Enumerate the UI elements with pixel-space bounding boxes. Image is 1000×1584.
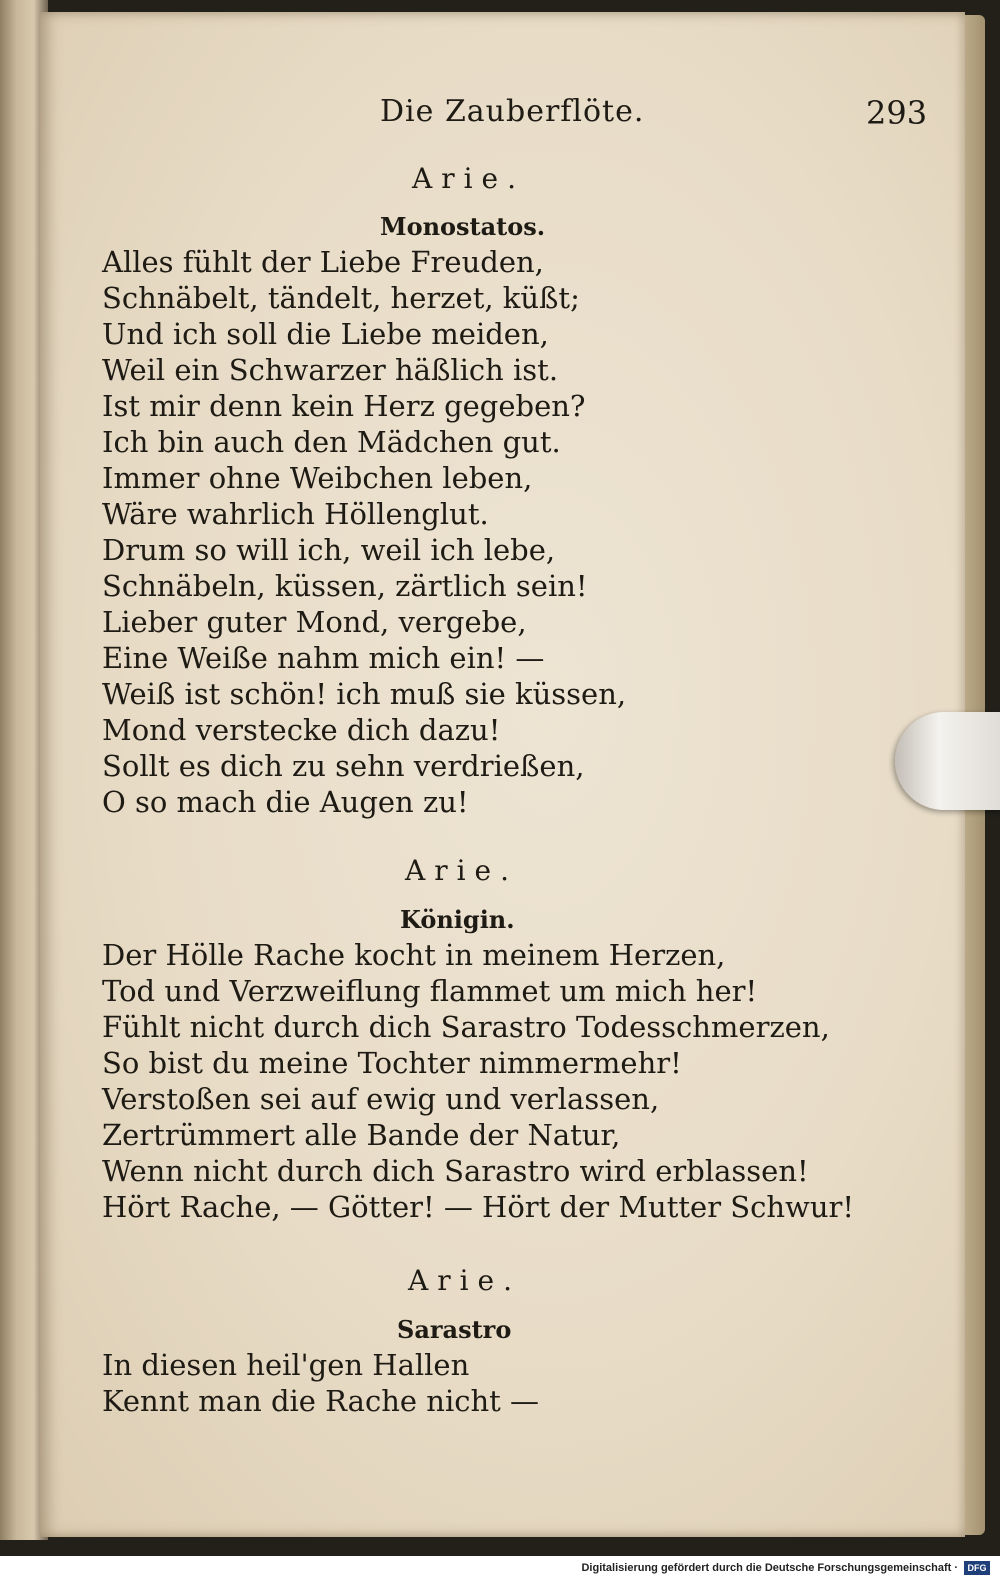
verse-line: In diesen heil'gen Hallen <box>102 1348 470 1382</box>
dfg-logo: DFG <box>964 1561 990 1575</box>
verse-line: Zertrümmert alle Bande der Natur, <box>102 1118 621 1152</box>
verse-line: Wenn nicht durch dich Sarastro wird erblassen! <box>102 1154 809 1188</box>
verse-line: Weiß ist schön! ich muß sie küssen, <box>102 677 627 711</box>
verse-line: Mond verstecke dich dazu! <box>102 713 501 747</box>
verse-line: Ich bin auch den Mädchen gut. <box>102 425 561 459</box>
verse-line: Sollt es dich zu sehn verdrießen, <box>102 749 585 783</box>
verse-line: Der Hölle Rache kocht in meinem Herzen, <box>102 938 726 972</box>
verse-line: Lieber guter Mond, vergebe, <box>102 605 527 639</box>
verse-line: Weil ein Schwarzer häßlich ist. <box>102 353 559 387</box>
book-page <box>40 12 965 1537</box>
verse-line: Tod und Verzweiflung flammet um mich her! <box>102 974 758 1008</box>
section-heading: Arie. <box>405 854 519 887</box>
verse-block <box>102 937 854 1225</box>
page-clip <box>895 712 1000 810</box>
verse-block <box>102 1347 539 1419</box>
verse-line: Alles fühlt der Liebe Freuden, <box>102 245 544 279</box>
speaker-name: Sarastro <box>397 1315 512 1344</box>
section-heading: Arie. <box>408 1264 522 1297</box>
verse-line: Immer ohne Weibchen leben, <box>102 461 533 495</box>
verse-line: Schnäbelt, tändelt, herzet, küßt; <box>102 281 580 315</box>
verse-line: Und ich soll die Liebe meiden, <box>102 317 549 351</box>
section-heading: Arie. <box>412 162 526 195</box>
running-title: Die Zauberflöte. <box>380 94 645 129</box>
verse-line: Eine Weiße nahm mich ein! — <box>102 641 545 675</box>
verse-line: Verstoßen sei auf ewig und verlassen, <box>102 1082 660 1116</box>
verse-line: So bist du meine Tochter nimmermehr! <box>102 1046 682 1080</box>
verse-line: Ist mir denn kein Herz gegeben? <box>102 389 586 423</box>
verse-line: Hört Rache, — Götter! — Hört der Mutter Schwur! <box>102 1190 855 1224</box>
verse-block <box>102 244 626 820</box>
verse-line: O so mach die Augen zu! <box>102 785 469 819</box>
verse-line: Fühlt nicht durch dich Sarastro Todesschmerzen, <box>102 1010 830 1044</box>
speaker-name: Monostatos. <box>380 212 546 241</box>
funding-credit: Digitalisierung gefördert durch die Deutsche Forschungsgemeinschaft · <box>581 1562 958 1574</box>
verse-line: Wäre wahrlich Höllenglut. <box>102 497 489 531</box>
verse-line: Kennt man die Rache nicht — <box>102 1384 540 1418</box>
verse-line: Drum so will ich, weil ich lebe, <box>102 533 556 567</box>
verse-line: Schnäbeln, küssen, zärtlich sein! <box>102 569 588 603</box>
speaker-name: Königin. <box>400 905 515 934</box>
page-number: 293 <box>866 94 928 132</box>
